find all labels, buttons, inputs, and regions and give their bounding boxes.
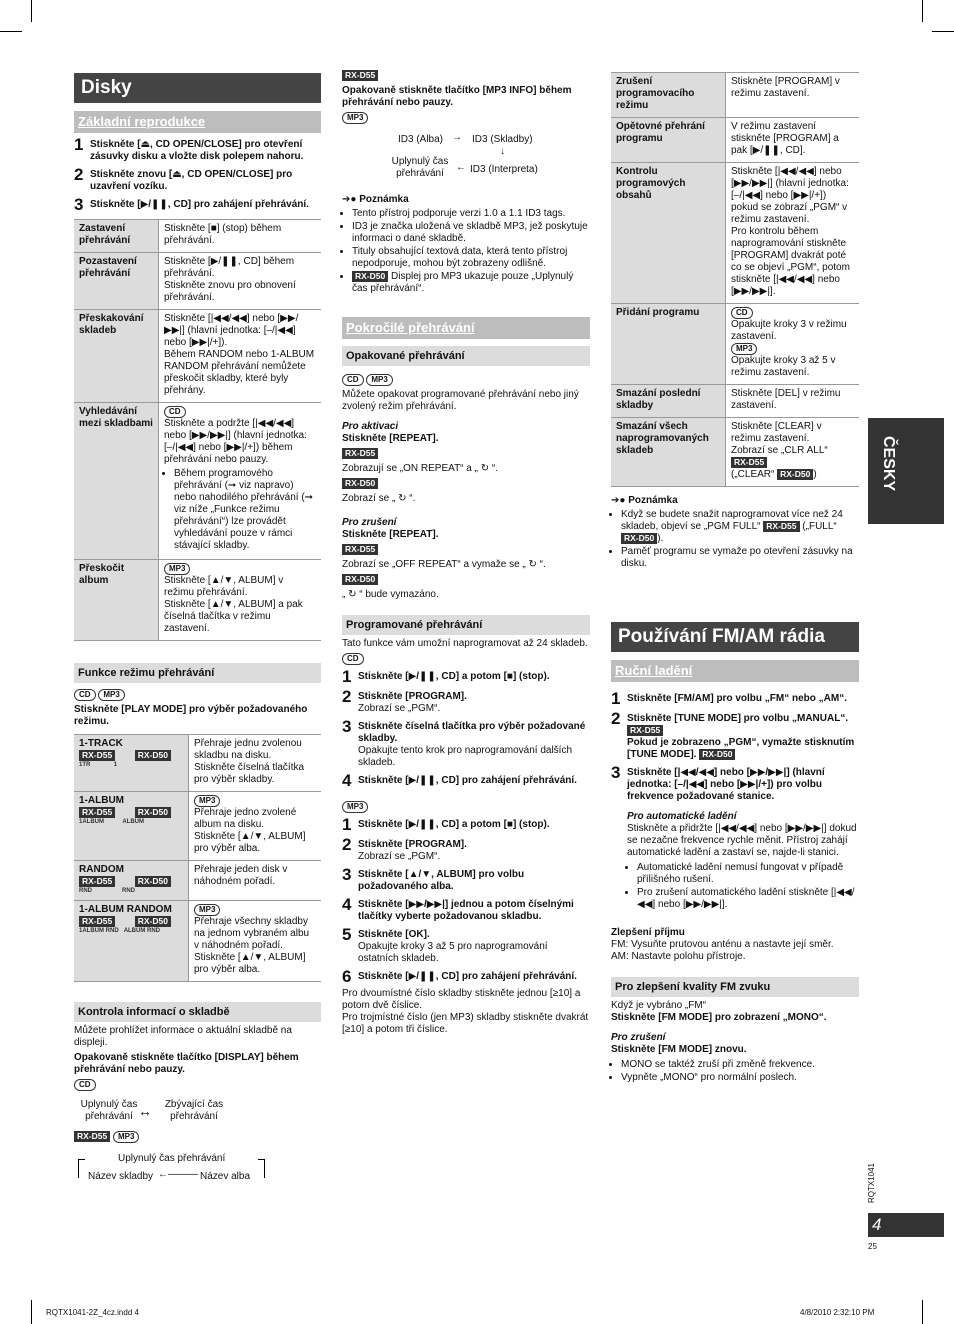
crop-mark [922,1300,923,1324]
crop-mark [0,31,22,32]
table-row: Přidání programu CD Opakujte kroky 3 v režimu zastavení. MP3 Opakujte kroky 3 až 5 v režimu zastavení. [611,304,859,385]
step: 2 Stiskněte [TUNE MODE] pro volbu „MANUAL“. RX-D55 Pokud je zobrazeno „PGM“, vymažte stisknutím [TUNE MODE]. RX-D50 [611,709,855,760]
page-number: 4 [868,1213,944,1237]
table-row: Kontrolu programových obsahů Stiskněte [|◀◀/◀◀] nebo [▶▶/▶▶|] (hlavní jednotka: [–/|◀◀] nebo [▶▶|/+]) pokud se zobrazí „PGM“ v režimu zastavení. Pro kontrolu během naprogramování stiskněte [PROGRAM] dvakrát poté co se objeví „PGM“, potom stiskněte [|◀◀/◀◀] nebo [▶▶/▶▶|]. [611,163,859,304]
model-code: RQTX1041 [867,1163,876,1204]
mode-table [74,734,321,982]
table-row: Zrušení programovacího režimu Stiskněte [PROGRAM] v režimu zastavení. [611,73,859,118]
cd-badge: CD [164,406,186,418]
step: 1 Stiskněte [FM/AM] pro volbu „FM“ nebo „AM“. [611,689,847,708]
step: 5 Stiskněte [OK]. Opakujte kroky 3 až 5 pro naprogramování ostatních skladeb. [342,925,548,964]
cd-badge: CD [74,689,96,701]
column-2: RX-D55 Opakovaně stiskněte tlačítko [MP3 INFO] během přehrávání nebo pauzy. MP3 ID3 (Alba) → ID3 (Skladby) ↓ Uplynulý čas přehrávání ← ID3 (Interpreta) ➔● Poznámka • Tento přístroj podporuje verzi 1.0 a 1.1 ID3 tags. • ID3 je značka uložená ve skladbě MP3, jež poskytuje informaci o dané skladbě. • Tituly obsahující textová data, která tento přístroj nepodporuje, mohou být zobrazeny odlišně. • RX-D50 Displej pro MP3 ukazuje pouze „Uplynulý čas přehrávání“. Pokročilé přehrávání Opakované přehrávání CD MP3 Můžete opakovat programované přehrávání nebo jiný zvolený režim přehrávání. Pro aktivaci Stiskněte [REPEAT]. RX-D55 Zobrazují se „ON REPEAT“ a „ ↻ “. RX-D50 Zobrazí se „ ↻ “. Pro zrušení Stiskněte [REPEAT]. RX-D55 Zobrazí se „OFF REPEAT“ a vymaže se „ ↻ “. RX-D50 „ ↻ “ bude vymazáno. Programované přehrávání Tato funkce vám umožní naprogramovat až 24 skladeb. CD 1 Stiskněte [▶/❚❚, CD] a potom [■] (stop). 2 Stiskněte [PROGRAM]. Zobrazí se „PGM“. 3 Stiskněte číselná tlačítka pro výběr požadované skladby. Opakujte tento krok pro naprogramování dalších skladeb. 4 Stiskněte [▶/❚❚, CD] pro zahájení přehrávání. MP3 1 Stiskněte [▶/❚❚, CD] a potom [■] (stop). 2 Stiskněte [PROGRAM]. Zobrazí se „PGM“. 3 Stiskněte [▲/▼, ALBUM] pro volbu požadovaného alba. 4 Stiskněte [▶▶/▶▶|] jednou a potom číselnými tlačítky vyberte požadovanou skladbu. 5 Stiskněte [OK]. Opakujte kroky 3 až 5 pro naprogramování ostatních skladeb. 6 Stiskněte [▶/❚❚, CD] pro zahájení přehrávání. Pro dvoumístné číslo skladby stiskněte jednou [≥10] a potom dvě číslice. Pro trojmístné číslo (jen MP3) skladby stiskněte dvakrát [≥10] a potom tři číslice. [342,70,590,1039]
table-row: Přeskakování skladeb Stiskněte [|◀◀/◀◀] nebo [▶▶/▶▶|] (hlavní jednotka: [–/|◀◀] nebo [▶▶|/+]). Během RANDOM nebo 1-ALBUM RANDOM přehrávání nemůžete přeskočit skladby, které byly přehrány. [74,310,321,403]
column-1: Disky Základní reprodukce 1 Stiskněte [⏏, CD OPEN/CLOSE] pro otevření zásuvky disku a vložte disk polepem nahoru. 2 Stiskněte znovu [⏏, CD OPEN/CLOSE] pro uzavření vozíku. 3 Stiskněte [▶/❚❚, CD] pro zahájení přehrávání. Zastavení přehrávání Stiskněte [■] (stop) během přehrávání. Pozastavení přehrávání Stiskněte [▶/❚❚, CD] během přehrávání. Stiskněte znovu pro obnovení přehrávání. Přeskakování skladeb Stiskněte [|◀◀/◀◀] nebo [▶▶/▶▶|] (hlavní jednotka: [–/|◀◀] nebo [▶▶|/+]). Během RANDOM nebo 1-ALBUM RANDOM přehrávání nemůžete přeskočit skladby, které byly přehrány. Vyhledávání mezi skladbami CD Stiskněte a podržte [|◀◀/◀◀] nebo [▶▶/▶▶|] (hlavní jednotka: [–/|◀◀] nebo [▶▶|/+]) během přehrávání nebo pauzy. • Během programového přehrávání (➞ viz napravo) nebo nahodilého přehrávání (➞ viz níže „Funkce režimu přehrávání“) lze provádět vyhledávání pouze v rámci stávající skladby. Přeskočit album MP3 Stiskněte [▲/▼, ALBUM] v režimu přehrávání. Stiskněte [▲/▼, ALBUM] a pak číselná tlačítka v režimu zastavení. Funkce režimu přehrávání CD MP3 Stiskněte [PLAY MODE] pro výběr požadovaného režimu. 1-TRACK RX-D55 RX-D50 1TR 1 Přehraje jednu zvolenou skladbu na disku. Stiskněte číselná tlačítka pro výběr skladby. 1-ALBUM RX-D55 RX-D50 1ALBUM ALBUM MP3 Přehraje jedno zvolené album na disku. Stiskněte [▲/▼, ALBUM] pro výběr alba. RANDOM RX-D55 RX-D50 RND RND Přehraje jeden disk v náhodném pořadí. 1-ALBUM RANDOM RX-D55 RX-D50 1ALBUM RND ALBUM RND MP3 Přehraje všechny skladby na jednom vybraném albu v náhodném pořadí. Stiskněte [▲/▼, ALBUM] pro výběr alba. Kontrola informací o skladbě Můžete prohlížet informace o aktuální skladbě na displeji. Opakovaně stiskněte tlačítko [DISPLAY] během přehrávání nebo pauzy. CD Uplynulý čas přehrávání ↔ Zbývající čas přehrávání RX-D55 MP3 Uplynulý čas přehrávání Název skladby ←——— Název alba [74,70,321,1187]
step: 3 Stiskněte číselná tlačítka pro výběr požadované skladby. Opakujte tento krok pro naprogramování dalších skladeb. [342,717,586,768]
step: 3 Stiskněte [▲/▼, ALBUM] pro volbu požadovaného alba. [342,865,525,892]
crop-mark [932,31,954,32]
heading-program: Programované přehrávání [342,615,590,635]
table-row: 1-ALBUM RX-D55 RX-D50 1ALBUM ALBUM MP3 Přehraje jedno zvolené album na disku. Stiskněte [▲/▼, ALBUM] pro výběr alba. [74,792,321,861]
step: 1 Stiskněte [⏏, CD OPEN/CLOSE] pro otevření zásuvky disku a vložte disk polepem nahoru. [74,135,304,162]
step: 4 Stiskněte [▶/❚❚, CD] pro zahájení přehrávání. [342,771,577,790]
section-title-radio: Používání FM/AM rádia [611,622,859,652]
heading-play-mode: Funkce režimu přehrávání [74,663,321,683]
table-row: Smazání všech naprogramovaných skladeb Stiskněte [CLEAR] v režimu zastavení. Zobrazí se „CLR ALL“ RX-D55 („CLEAR“ RX-D50 ) [611,418,859,487]
table-row: Vyhledávání mezi skladbami CD Stiskněte a podržte [|◀◀/◀◀] nebo [▶▶/▶▶|] (hlavní jednotka: [–/|◀◀] nebo [▶▶|/+]) během přehrávání nebo pauzy. • Během programového přehrávání (➞ viz napravo) nebo nahodilého přehrávání (➞ viz níže „Funkce režimu přehrávání“) lze provádět vyhledávání pouze v rámci stávající skladby. [74,403,321,560]
step: 1 Stiskněte [▶/❚❚, CD] a potom [■] (stop). [342,815,550,834]
crop-mark [31,1300,32,1324]
footer-date: 4/8/2010 2:32:10 PM [800,1308,875,1317]
step: 4 Stiskněte [▶▶/▶▶|] jednou a potom číselnými tlačítky vyberte požadovanou skladbu. [342,895,574,922]
basic-table [74,219,321,641]
table-row: 1-TRACK RX-D55 RX-D50 1TR 1 Přehraje jednu zvolenou skladbu na disku. Stiskněte číselná tlačítka pro výběr skladby. [74,735,321,792]
heading-fm-quality: Pro zlepšení kvality FM zvuku [611,977,859,997]
note-heading: ➔● Poznámka [342,194,409,205]
table-row: Opětovné přehrání programu V režimu zastavení stiskněte [PROGRAM] a pak [▶/❚❚, CD]. [611,118,859,163]
heading-track-info: Kontrola informací o skladbě [74,1002,321,1022]
step: 3 Stiskněte [|◀◀/◀◀] nebo [▶▶/▶▶|] (hlavní jednotka: [–/|◀◀] nebo [▶▶|/+]) pro volbu frekvence požadované stanice. [611,763,825,802]
table-row: Přeskočit album MP3 Stiskněte [▲/▼, ALBUM] v režimu přehrávání. Stiskněte [▲/▼, ALBUM] a pak číselná tlačítka v režimu zastavení. [74,560,321,641]
table-row: Pozastavení přehrávání Stiskněte [▶/❚❚, CD] během přehrávání. Stiskněte znovu pro obnovení přehrávání. [74,253,321,310]
column-3: Zrušení programovacího režimu Stiskněte [PROGRAM] v režimu zastavení. Opětovné přehrání programu V režimu zastavení stiskněte [PROGRAM] a pak [▶/❚❚, CD]. Kontrolu programových obsahů Stiskněte [|◀◀/◀◀] nebo [▶▶/▶▶|] (hlavní jednotka: [–/|◀◀] nebo [▶▶|/+]) pokud se zobrazí „PGM“ v režimu zastavení. Pro kontrolu během naprogramování stiskněte [PROGRAM] dvakrát poté co se objeví „PGM“, potom stiskněte [|◀◀/◀◀] nebo [▶▶/▶▶|]. Přidání programu CD Opakujte kroky 3 v režimu zastavení. MP3 Opakujte kroky 3 až 5 v režimu zastavení. Smazání poslední skladby Stiskněte [DEL] v režimu zastavení. Smazání všech naprogramovaných skladeb Stiskněte [CLEAR] v režimu zastavení. Zobrazí se „CLR ALL“ RX-D55 („CLEAR“ RX-D50 ) ➔● Poznámka • Když se budete snažit naprogramovat více než 24 skladeb, objeví se „PGM FULL“ RX-D55 („FULL“ RX-D50 ). • Paměť programu se vymaže po otevření zásuvky na disku. Používání FM/AM rádia Ruční ladění 1 Stiskněte [FM/AM] pro volbu „FM“ nebo „AM“. 2 Stiskněte [TUNE MODE] pro volbu „MANUAL“. RX-D55 Pokud je zobrazeno „PGM“, vymažte stisknutím [TUNE MODE]. RX-D50 3 Stiskněte [|◀◀/◀◀] nebo [▶▶/▶▶|] (hlavní jednotka: [–/|◀◀] nebo [▶▶|/+]) pro volbu frekvence požadované stanice. Pro automatické ladění Stiskněte a přidržte [|◀◀/◀◀] nebo [▶▶/▶▶|] dokud se nezačne frekvence rychle měnit. Přístroj zahájí automatické ladění a zastaví se, najde-li stanici. • Automatické ladění nemusí fungovat v případě přílišného rušení. • Pro zrušení automatického ladění stiskněte [|◀◀/◀◀] nebo [▶▶/▶▶|]. Zlepšení příjmu FM: Vysuňte prutovou anténu a nastavte její směr. AM: Nastavte polohu přístroje. Pro zlepšení kvality FM zvuku Když je vybráno „FM“ Stiskněte [FM MODE] pro zobrazení „MONO“. Pro zrušení Stiskněte [FM MODE] znovu. • MONO se taktéž zruší při změně frekvence. • Vypněte „MONO“ pro normální poslech. [611,72,859,1086]
step: 2 Stiskněte [PROGRAM]. Zobrazí se „PGM“. [342,687,467,714]
heading-repeat: Opakované přehrávání [342,346,590,366]
footer-file: RQTX1041-2Z_4cz.indd 4 [46,1308,139,1317]
mp3-badge: MP3 [164,563,190,575]
heading-advanced: Pokročilé přehrávání [342,317,590,339]
mp3-badge: MP3 [98,689,124,701]
step: 1 Stiskněte [▶/❚❚, CD] a potom [■] (stop). [342,667,550,686]
step: 6 Stiskněte [▶/❚❚, CD] pro zahájení přehrávání. [342,967,577,986]
table-row: 1-ALBUM RANDOM RX-D55 RX-D50 1ALBUM RND ALBUM RND MP3 Přehraje všechny skladby na jednom vybraném albu v náhodném pořadí. Stiskněte [▲/▼, ALBUM] pro výběr alba. [74,901,321,982]
crop-mark [922,0,923,22]
note-heading: ➔● Poznámka [611,495,678,506]
step: 2 Stiskněte znovu [⏏, CD OPEN/CLOSE] pro uzavření vozíku. [74,165,293,192]
step: 3 Stiskněte [▶/❚❚, CD] pro zahájení přehrávání. [74,195,309,214]
sub-page-number: 25 [868,1242,877,1251]
language-tab: ČESKY [868,418,944,524]
step: 2 Stiskněte [PROGRAM]. Zobrazí se „PGM“. [342,835,467,862]
table-row: RANDOM RX-D55 RX-D50 RND RND Přehraje jeden disk v náhodném pořadí. [74,861,321,901]
cd-display-diagram: Uplynulý čas přehrávání ↔ Zbývající čas přehrávání [80,1099,224,1122]
table-row: Zastavení přehrávání Stiskněte [■] (stop) během přehrávání. [74,220,321,253]
heading-manual: Ruční ladění [611,660,859,682]
mp3-display-diagram: Uplynulý čas přehrávání Název skladby ←——— Název alba [74,1149,321,1187]
heading-basic: Základní reprodukce [74,111,321,133]
program-table [611,72,859,487]
id3-diagram: ID3 (Alba) → ID3 (Skladby) ↓ Uplynulý čas přehrávání ← ID3 (Interpreta) [391,132,538,179]
table-row: Smazání poslední skladby Stiskněte [DEL] v režimu zastavení. [611,385,859,418]
section-title-disky: Disky [74,73,321,103]
crop-mark [31,0,32,22]
